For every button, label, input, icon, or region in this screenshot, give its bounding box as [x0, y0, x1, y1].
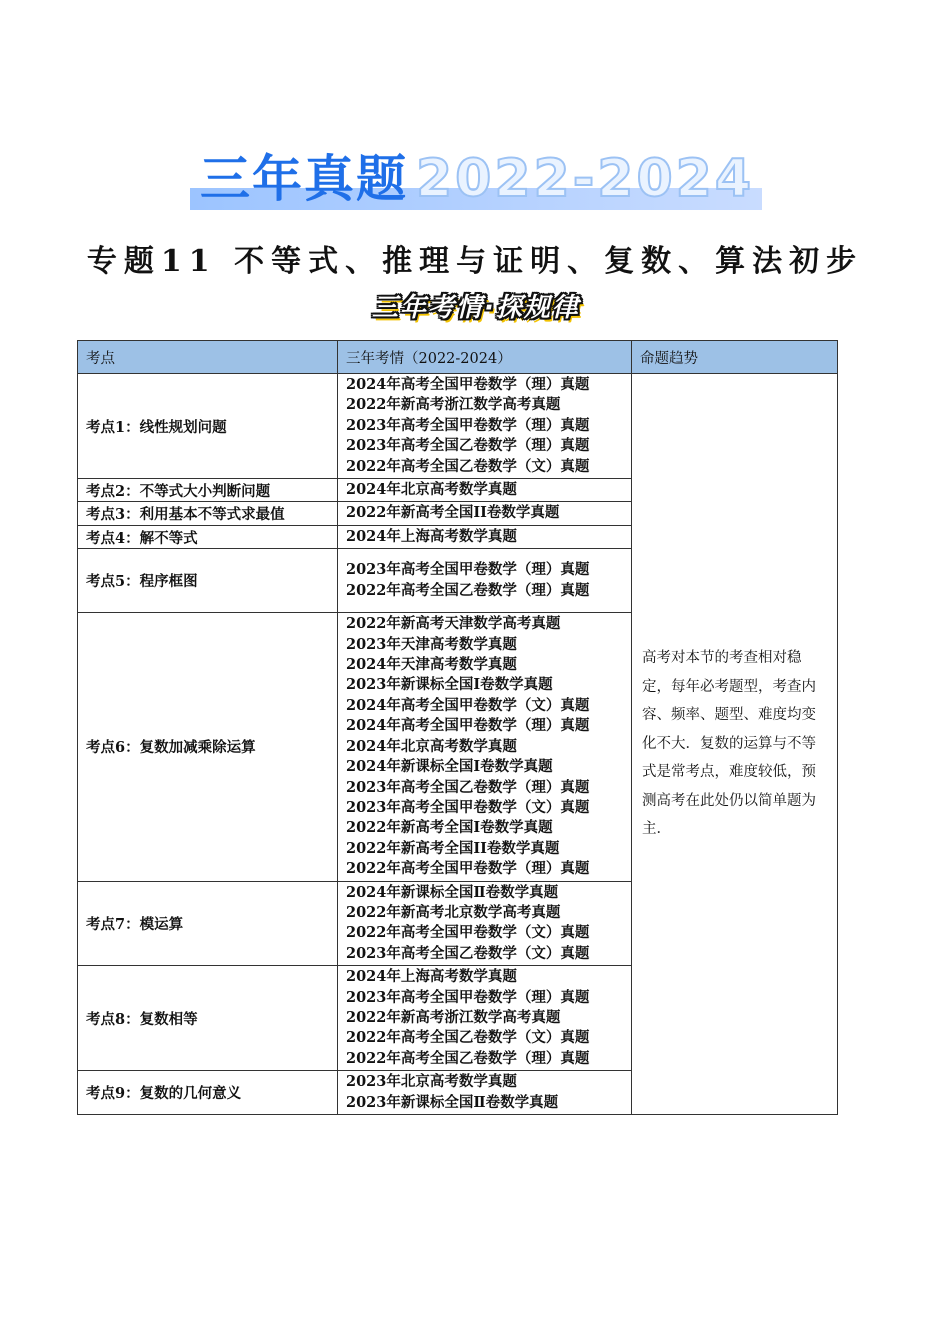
sources-cell: [338, 613, 632, 881]
sub-banner: 三年考情·探规律: [372, 293, 580, 323]
source-item: 2024年上海高考数学真题: [346, 527, 517, 545]
header-sources: 三年考情（2022-2024）: [338, 341, 632, 374]
sources-cell: [338, 479, 632, 502]
topic-cell: 考点7：模运算: [78, 881, 338, 966]
source-item: 2024年天津高考数学真题: [346, 656, 517, 674]
sources-cell: [338, 549, 632, 613]
source-item: 2022年新高考浙江数学高考真题: [346, 1008, 561, 1026]
sources-cell: [338, 1071, 632, 1115]
source-item: 2022年新高考北京数学高考真题: [346, 903, 561, 921]
header-trend: 命题趋势: [632, 341, 838, 374]
source-item: 2022年高考全国甲卷数学（理）真题: [346, 860, 590, 878]
source-item: 2024年高考全国甲卷数学（理）真题: [346, 717, 590, 735]
topic-cell: 考点6：复数加减乘除运算: [78, 613, 338, 881]
source-item: 2023年高考全国甲卷数学（文）真题: [346, 798, 590, 816]
source-item: 2023年天津高考数学真题: [346, 635, 517, 653]
topic-cell: 考点1：线性规划问题: [78, 374, 338, 479]
source-item: 2022年新高考全国II卷数学真题: [346, 839, 560, 857]
source-item: 2024年北京高考数学真题: [346, 481, 517, 499]
banner-title-cn: 三年真题: [200, 150, 408, 208]
source-item: 2024年新课标全国Ⅰ卷数学真题: [346, 758, 553, 776]
source-item: 2022年新高考全国II卷数学真题: [346, 504, 560, 522]
source-item: 2023年高考全国乙卷数学（文）真题: [346, 944, 590, 962]
sources-cell: [338, 525, 632, 548]
source-item: 2023年高考全国乙卷数学（理）真题: [346, 778, 590, 796]
document-title: 专题11 不等式、推理与证明、复数、算法初步: [86, 244, 864, 279]
source-item: 2022年高考全国乙卷数学（文）真题: [346, 1029, 590, 1047]
source-item: 2024年北京高考数学真题: [346, 737, 517, 755]
source-item: 2023年新课标全国Ⅱ卷数学真题: [346, 1093, 559, 1111]
source-item: 2022年新高考全国I卷数学真题: [346, 819, 553, 837]
source-item: 2024年高考全国甲卷数学（文）真题: [346, 696, 590, 714]
table-row: [78, 374, 838, 479]
source-item: 2024年新课标全国Ⅱ卷数学真题: [346, 883, 559, 901]
topic-cell: 考点3：利用基本不等式求最值: [78, 502, 338, 525]
banner-title-years: 2022-2024: [416, 149, 755, 209]
table-body: [78, 374, 838, 1115]
source-item: 2023年高考全国甲卷数学（理）真题: [346, 416, 590, 434]
table-header-row: [78, 341, 838, 374]
exam-table: [77, 340, 838, 1115]
source-item: 2024年上海高考数学真题: [346, 968, 517, 986]
topic-cell: 考点4：解不等式: [78, 525, 338, 548]
source-item: 2022年新高考天津数学高考真题: [346, 615, 561, 633]
source-item: 2023年高考全国甲卷数学（理）真题: [346, 988, 590, 1006]
sources-cell: [338, 881, 632, 966]
source-item: 2023年高考全国甲卷数学（理）真题: [346, 561, 590, 579]
banner-text: [200, 146, 754, 212]
sources-cell: [338, 502, 632, 525]
source-item: 2022年新高考浙江数学高考真题: [346, 396, 561, 414]
title-banner: [190, 146, 762, 212]
trend-cell: 高考对本节的考查相对稳定，每年必考题型，考查内容、频率、题型、难度均变化不大．复数的运算与不等式是常考点，难度较低，预测高考在此处仍以简单题为主．: [632, 374, 838, 1115]
sources-cell: [338, 374, 632, 479]
source-item: 2023年北京高考数学真题: [346, 1073, 517, 1091]
source-item: 2024年高考全国甲卷数学（理）真题: [346, 376, 590, 393]
topic-cell: 考点9：复数的几何意义: [78, 1071, 338, 1115]
sources-cell: [338, 966, 632, 1071]
topic-cell: 考点2：不等式大小判断问题: [78, 479, 338, 502]
topic-cell: 考点8：复数相等: [78, 966, 338, 1071]
topic-cell: 考点5：程序框图: [78, 549, 338, 613]
header-topic: 考点: [78, 341, 338, 374]
source-item: 2022年高考全国乙卷数学（理）真题: [346, 1049, 590, 1067]
source-item: 2022年高考全国甲卷数学（文）真题: [346, 924, 590, 942]
source-item: 2022年高考全国乙卷数学（理）真题: [346, 581, 590, 599]
source-item: 2023年新课标全国Ⅰ卷数学真题: [346, 676, 553, 694]
source-item: 2022年高考全国乙卷数学（文）真题: [346, 457, 590, 475]
source-item: 2023年高考全国乙卷数学（理）真题: [346, 437, 590, 455]
